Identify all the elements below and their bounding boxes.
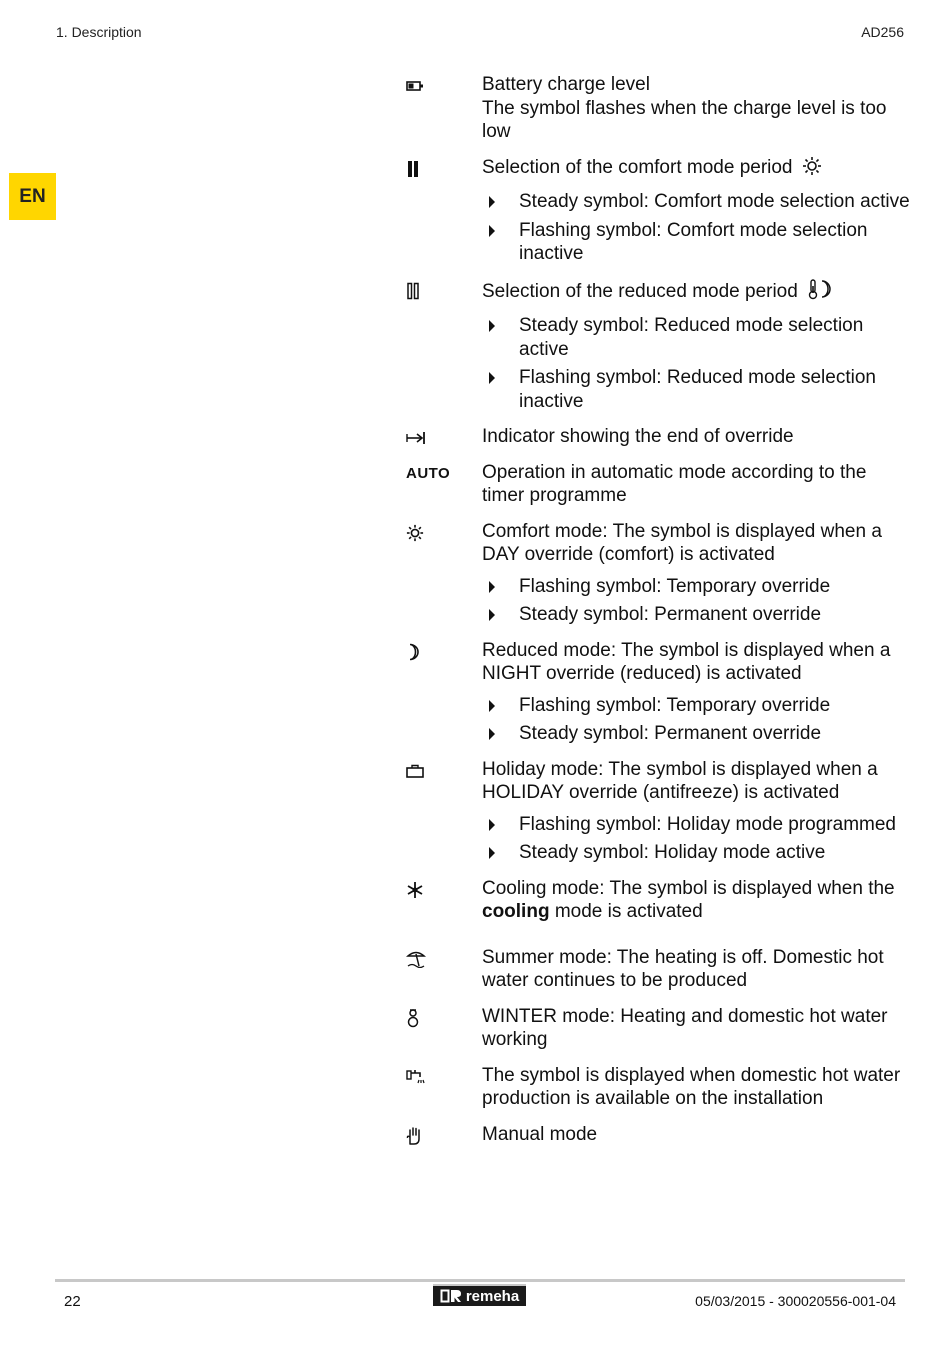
entry-battery — [400, 73, 910, 144]
hand-icon — [406, 1126, 456, 1146]
list-item: Flashing symbol: Temporary override — [482, 575, 910, 599]
suitcase-icon — [406, 761, 456, 781]
footer-divider — [55, 1279, 905, 1282]
list-item: Flashing symbol: Reduced mode selection inactive — [482, 366, 910, 413]
entry-cooling-mode — [400, 877, 910, 924]
sun-icon — [802, 156, 822, 183]
entry-comfort-mode — [400, 520, 910, 627]
thermometer-moon-icon — [807, 278, 835, 307]
battery-icon — [406, 76, 456, 96]
list-item: Steady symbol: Reduced mode selection active — [482, 314, 910, 361]
logo-text: remeha — [465, 1287, 520, 1305]
entry-text: Indicator showing the end of override — [482, 426, 794, 447]
parasol-icon — [406, 949, 456, 969]
header-doc-code: AD256 — [861, 24, 904, 40]
entry-text: Selection of the comfort mode period Steady symbol: Comfort mode selection active Flashing symbol: Comfort mode selection inactive — [482, 156, 910, 264]
entry-text: WINTER mode: Heating and domestic hot water working — [482, 1005, 888, 1050]
list-item: Steady symbol: Permanent override — [482, 603, 910, 627]
page-number: 22 — [64, 1293, 81, 1310]
list-item: Steady symbol: Comfort mode selection active — [482, 190, 910, 214]
comfort-period-bar-icon — [406, 159, 456, 179]
entry-text: Summer mode: The heating is off. Domestic hot water continues to be produced — [482, 946, 884, 991]
entry-hot-water — [400, 1064, 910, 1111]
list-item: Flashing symbol: Holiday mode programmed — [482, 813, 910, 837]
entry-auto — [400, 461, 910, 508]
list-item: Flashing symbol: Temporary override — [482, 694, 910, 718]
snowman-icon — [406, 1008, 456, 1028]
entry-text: Battery charge level The symbol flashes when the charge level is too low — [482, 74, 887, 142]
tap-icon — [406, 1067, 456, 1087]
entry-text: Cooling mode: The symbol is displayed when the cooling mode is activated — [482, 877, 895, 922]
symbol-list — [400, 73, 910, 1158]
entry-reduced-period — [400, 278, 910, 414]
entry-text: The symbol is displayed when domestic hot water production is available on the installation — [482, 1064, 901, 1109]
entry-text: Manual mode — [482, 1123, 598, 1145]
remeha-logo — [433, 1286, 526, 1306]
reduced-period-bar-icon — [406, 281, 456, 301]
header-section: 1. Description — [56, 24, 142, 40]
document-reference: 05/03/2015 - 300020556-001-04 — [695, 1293, 896, 1309]
entry-text: Selection of the reduced mode period Steady symbol: Reduced mode selection active Flashing symbol: Reduced mode selection inactive — [482, 278, 910, 414]
entry-reduced-mode — [400, 639, 910, 746]
entry-manual-mode — [400, 1123, 910, 1147]
end-of-override-icon — [406, 428, 456, 448]
entry-text: Comfort mode: The symbol is displayed when a DAY override (comfort) is activated Flashing symbol: Temporary override Steady symbol: Permanent override — [482, 520, 910, 627]
list-item: Steady symbol: Permanent override — [482, 722, 910, 746]
entry-text: Operation in automatic mode according to the timer programme — [482, 461, 867, 506]
entry-text: Reduced mode: The symbol is displayed when a NIGHT override (reduced) is activated Flashing symbol: Temporary override Steady symbol: Permanent override — [482, 639, 910, 746]
entry-winter-mode — [400, 1005, 910, 1052]
entry-end-of-override — [400, 425, 910, 449]
list-item: Flashing symbol: Comfort mode selection inactive — [482, 219, 910, 266]
language-tab: EN — [9, 173, 56, 220]
moon-icon — [406, 642, 456, 662]
entry-text: Holiday mode: The symbol is displayed when a HOLIDAY override (antifreeze) is activated Flashing symbol: Holiday mode programmed Steady symbol: Holiday mode active — [482, 758, 910, 865]
entry-holiday-mode — [400, 758, 910, 865]
entry-summer-mode — [400, 946, 910, 993]
entry-comfort-period — [400, 156, 910, 266]
snowflake-icon — [406, 880, 456, 900]
sun-icon — [406, 523, 456, 543]
list-item: Steady symbol: Holiday mode active — [482, 841, 910, 865]
auto-symbol: AUTO — [406, 465, 451, 482]
